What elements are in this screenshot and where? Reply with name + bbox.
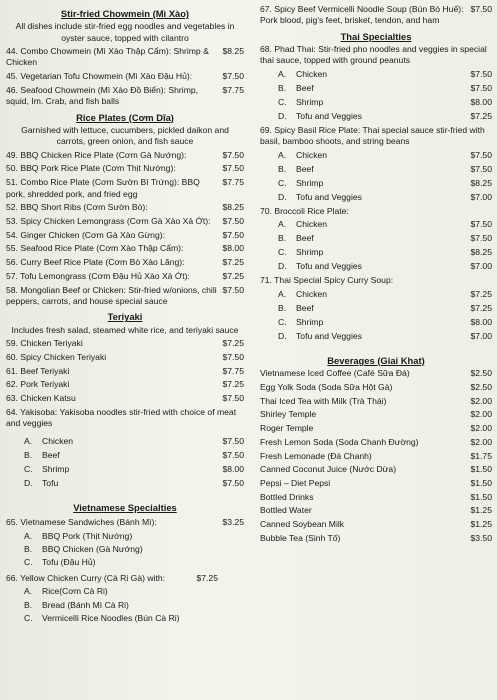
menu-item xyxy=(6,379,244,390)
menu-item xyxy=(6,216,244,227)
option-price: $7.25 xyxy=(470,110,492,121)
item-price: $2.00 xyxy=(470,436,492,447)
item-price: $8.25 xyxy=(222,46,244,57)
option-price: $7.50 xyxy=(470,69,492,80)
option-price: $7.00 xyxy=(470,191,492,202)
left-column xyxy=(6,4,244,627)
option-name: Beef xyxy=(42,449,60,460)
option-item xyxy=(260,233,492,244)
option-item xyxy=(260,219,492,230)
item-name: Shirley Temple xyxy=(260,409,317,420)
option-letter: C. xyxy=(278,177,287,188)
item-price: $7.50 xyxy=(222,393,244,404)
item-name: 64. Yakisoba: Yakisoba noodles stir-fried with choice of meat and veggies xyxy=(6,406,237,429)
option-letter: A. xyxy=(24,435,33,446)
option-item xyxy=(260,69,492,80)
item-price: $2.50 xyxy=(470,381,492,392)
menu-item xyxy=(6,517,244,528)
option-letter: C. xyxy=(24,557,33,568)
option-letter: A. xyxy=(278,69,287,80)
item-price: $7.75 xyxy=(222,84,244,95)
option-name: Beef xyxy=(296,233,314,244)
item-name: Egg Yolk Soda (Soda Sữa Hột Gà) xyxy=(260,381,393,392)
option-price: $7.50 xyxy=(470,163,492,174)
menu-item xyxy=(6,407,244,430)
option-item xyxy=(260,289,492,300)
item-name: 45. Vegetarian Tofu Chowmein (Mì Xào Đậu Hủ): xyxy=(6,71,193,82)
item-price: $7.50 xyxy=(222,163,244,174)
menu-item xyxy=(6,573,244,584)
item-price: $7.25 xyxy=(222,338,244,349)
item-name: 58. Mongolian Beef or Chicken: Stir-fried w/onions, chili peppers, carrots, and house special sauce xyxy=(6,284,217,306)
menu-item xyxy=(260,125,492,148)
item-name: 60. Spicy Chicken Teriyaki xyxy=(6,351,107,362)
option-name: Beef xyxy=(296,83,314,94)
option-name: Tofu xyxy=(42,477,59,488)
section-desc-chowmein: All dishes include stir-fried egg noodles and vegetables in oyster sauce, topped with cilantro xyxy=(15,21,235,43)
menu-item xyxy=(260,368,492,379)
option-item xyxy=(6,450,244,461)
section-title-chowmein: Stir-fried Chowmein (Mì Xào) xyxy=(60,8,190,19)
option-name: Vermicelli Rice Noodles (Bún Cà Ri) xyxy=(42,613,180,624)
section-title-beverages: Beverages (Giai Khat) xyxy=(327,354,425,366)
option-item xyxy=(6,544,244,555)
item-name: 65. Vietnamese Sandwiches (Bánh Mì): xyxy=(6,516,157,527)
option-letter: A. xyxy=(24,586,33,597)
option-price: $8.00 xyxy=(470,97,492,108)
option-letter: D. xyxy=(278,330,287,341)
option-name: Beef xyxy=(296,302,314,313)
option-price: $7.50 xyxy=(470,83,492,94)
item-price: $2.00 xyxy=(470,423,492,434)
option-letter: C. xyxy=(278,247,287,258)
option-letter: D. xyxy=(278,191,287,202)
menu-item xyxy=(6,338,244,349)
menu-item xyxy=(6,285,244,308)
option-price: $7.00 xyxy=(470,330,492,341)
option-letter: B. xyxy=(24,599,33,610)
menu-item xyxy=(260,423,492,434)
option-price: $7.50 xyxy=(222,435,244,446)
item-price: $7.50 xyxy=(222,71,244,82)
item-price: $3.25 xyxy=(222,516,244,527)
option-price: $7.50 xyxy=(222,449,244,460)
item-price: $7.75 xyxy=(222,177,244,188)
item-price: $7.25 xyxy=(222,270,244,281)
item-name: Fresh Lemonade (Đá Chanh) xyxy=(260,450,372,461)
section-desc-rice: Garnished with lettuce, cucumbers, pickled daikon and carrots, green onion, and fish sauce xyxy=(21,125,229,147)
item-name: 46. Seafood Chowmein (Mì Xào Đồ Biển): Shrimp, squid, Im. Crab, and fish balls xyxy=(6,84,199,107)
menu-item xyxy=(260,206,492,217)
menu-item xyxy=(6,163,244,174)
menu-item xyxy=(260,505,492,516)
section-title-teriyaki: Teriyaki xyxy=(107,311,143,323)
option-name: Shrimp xyxy=(42,463,70,474)
item-price: $1.25 xyxy=(470,519,492,530)
item-name: 63. Chicken Katsu xyxy=(6,393,76,404)
option-item xyxy=(260,317,492,328)
section-title-rice: Rice Plates (Cơm Dĩa) xyxy=(76,111,174,123)
option-item xyxy=(260,261,492,272)
option-name: Rice(Cơm Cà Ri) xyxy=(42,586,108,597)
option-price: $7.25 xyxy=(470,288,492,299)
option-price: $8.00 xyxy=(222,463,244,474)
option-item xyxy=(6,613,244,624)
option-price: $8.25 xyxy=(470,177,492,188)
menu-item xyxy=(260,275,492,286)
item-price: $2.50 xyxy=(470,368,492,379)
option-item xyxy=(260,303,492,314)
item-name: Bubble Tea (Sinh Tố) xyxy=(260,532,341,543)
menu-item xyxy=(260,409,492,420)
option-item xyxy=(6,436,244,447)
item-name: 66. Yellow Chicken Curry (Cà Ri Gà) with: xyxy=(6,572,166,583)
option-letter: D. xyxy=(278,261,287,272)
option-letter: C. xyxy=(278,316,287,327)
item-price: $7.50 xyxy=(222,229,244,240)
item-name: Bottled Water xyxy=(260,505,312,516)
item-name: Fresh Lemon Soda (Soda Chanh Đường) xyxy=(260,436,419,447)
item-name: Roger Temple xyxy=(260,423,314,434)
option-item xyxy=(6,557,244,568)
option-name: Chicken xyxy=(296,150,328,160)
option-item xyxy=(6,464,244,475)
option-item xyxy=(260,97,492,108)
item-price: $1.50 xyxy=(470,491,492,502)
option-letter: A. xyxy=(278,150,287,160)
option-name: Shrimp xyxy=(296,247,324,258)
option-name: Tofu and Veggies xyxy=(296,191,362,202)
item-price: $1.75 xyxy=(470,450,492,461)
option-name: Tofu (Đậu Hủ) xyxy=(42,557,96,568)
right-column xyxy=(260,4,492,547)
item-name: 71. Thai Special Spicy Curry Soup: xyxy=(260,275,394,286)
item-name: 54. Ginger Chicken (Cơm Gà Xào Gừng): xyxy=(6,229,165,240)
item-name: 59. Chicken Teriyaki xyxy=(6,338,83,349)
item-name: Pepsi – Diet Pepsi xyxy=(260,478,331,488)
item-name: 51. Combo Rice Plate (Cơm Sườn Bì Trứng): BBQ pork, shredded pork, and fried egg xyxy=(6,177,200,199)
option-price: $7.50 xyxy=(470,150,492,160)
menu-item xyxy=(260,4,492,15)
option-price: $8.00 xyxy=(470,316,492,327)
item-price: $7.75 xyxy=(222,365,244,376)
menu-item xyxy=(6,202,244,213)
menu-item xyxy=(6,230,244,241)
option-name: Chicken xyxy=(296,219,328,230)
item-name: 53. Spicy Chicken Lemongrass (Cơm Gà Xào Xả Ớt): xyxy=(6,215,211,226)
option-letter: D. xyxy=(24,477,33,488)
item-name: Vietnamese Iced Coffee (Café Sữa Đá) xyxy=(260,368,410,379)
option-item xyxy=(6,586,244,597)
item-name: Thai Iced Tea with Milk (Trà Thái) xyxy=(260,395,387,406)
option-name: BBQ Chicken (Gà Nướng) xyxy=(42,544,143,555)
item-name: 57. Tofu Lemongrass (Cơm Đậu Hủ Xào Xả Ớt): xyxy=(6,270,190,281)
menu-item xyxy=(6,71,244,82)
item-name: Canned Soybean Milk xyxy=(260,519,345,530)
option-letter: B. xyxy=(24,449,33,460)
item-name: 70. Broccoli Rice Plate: xyxy=(260,205,349,216)
item-price: $8.00 xyxy=(222,243,244,254)
option-item xyxy=(260,192,492,203)
option-price: $8.25 xyxy=(470,247,492,258)
item-price: $1.50 xyxy=(470,478,492,488)
menu-item xyxy=(260,437,492,448)
item-name: 56. Curry Beef Rice Plate (Cơm Bò Xào Lăng): xyxy=(6,257,185,268)
option-price: $7.50 xyxy=(222,477,244,488)
option-price: $7.25 xyxy=(470,302,492,313)
option-item xyxy=(260,247,492,258)
option-name: Shrimp xyxy=(296,177,324,188)
option-price: $7.00 xyxy=(470,261,492,272)
option-item xyxy=(260,83,492,94)
option-item xyxy=(6,478,244,489)
option-name: Tofu and Veggies xyxy=(296,110,362,121)
item-price: $7.25 xyxy=(196,572,218,583)
menu-item xyxy=(6,177,244,200)
item-price: $7.25 xyxy=(222,257,244,268)
item-price: $7.50 xyxy=(222,215,244,226)
option-price: $7.50 xyxy=(470,219,492,230)
item-name: Canned Coconut Juice (Nước Dừa) xyxy=(260,464,397,475)
item-name: 69. Spicy Basil Rice Plate: Thai special sauce stir-fried with basil, bamboo shoots, and string beans xyxy=(260,124,485,147)
option-letter: B. xyxy=(278,233,287,244)
option-item xyxy=(6,600,244,611)
item-price: $7.50 xyxy=(470,4,492,14)
menu-item xyxy=(6,393,244,404)
item-price: $3.50 xyxy=(470,532,492,543)
menu-item xyxy=(6,366,244,377)
menu-item xyxy=(260,464,492,475)
item-desc: Pork blood, pig's feet, brisket, tendon, and ham xyxy=(260,15,440,26)
option-letter: B. xyxy=(278,163,287,174)
option-name: Chicken xyxy=(296,69,328,80)
section-title-vietnamese: Vietnamese Specialties xyxy=(73,501,177,513)
item-price: $2.00 xyxy=(470,409,492,420)
option-name: Tofu and Veggies xyxy=(296,261,362,272)
option-name: Tofu and Veggies xyxy=(296,330,362,341)
item-price: $7.50 xyxy=(222,351,244,362)
menu-item xyxy=(260,519,492,530)
menu-item xyxy=(6,150,244,161)
option-name: Shrimp xyxy=(296,97,324,108)
menu-item xyxy=(6,257,244,268)
item-name: 52. BBQ Short Ribs (Cơm Sườn Bò): xyxy=(6,202,148,213)
menu-item xyxy=(6,85,244,108)
item-price: $2.00 xyxy=(470,395,492,406)
option-letter: C. xyxy=(24,613,33,624)
option-name: Beef xyxy=(296,163,314,174)
option-item xyxy=(6,531,244,542)
menu-item xyxy=(6,352,244,363)
section-title-thai: Thai Specialties xyxy=(340,30,412,42)
item-name: Bottled Drinks xyxy=(260,491,314,502)
option-name: Shrimp xyxy=(296,316,324,327)
item-price: $7.50 xyxy=(222,149,244,160)
item-name: 55. Seafood Rice Plate (Cơm Xào Thập Cẩm): xyxy=(6,243,184,254)
option-letter: D. xyxy=(278,110,287,121)
option-name: Chicken xyxy=(42,435,74,446)
menu-item xyxy=(260,382,492,393)
menu-item xyxy=(260,44,492,67)
item-name: 50. BBQ Pork Rice Plate (Cơm Thịt Nướng): xyxy=(6,163,176,174)
option-letter: C. xyxy=(278,97,287,108)
menu-item xyxy=(260,451,492,462)
option-letter: B. xyxy=(278,302,287,313)
option-item xyxy=(260,178,492,189)
item-price: $7.25 xyxy=(222,379,244,390)
item-name: 62. Pork Teriyaki xyxy=(6,379,70,390)
option-item xyxy=(260,331,492,342)
item-name: 68. Phad Thai: Stir-fried pho noodles and veggies in special thai sauce, topped with ground peanuts xyxy=(260,44,487,66)
item-price: $7.50 xyxy=(222,284,244,295)
item-name: 44. Combo Chowmein (Mì Xào Thập Cẩm): Shrimp & Chicken xyxy=(6,46,209,68)
item-name: 67. Spicy Beef Vermicelli Noodle Soup (Bún Bò Huế): xyxy=(260,4,464,14)
option-letter: B. xyxy=(24,544,33,555)
option-name: Bread (Bánh Mì Cà Ri) xyxy=(42,599,129,610)
section-desc-teriyaki: Includes fresh salad, steamed white rice, and teriyaki sauce xyxy=(11,324,239,335)
menu-item xyxy=(260,492,492,503)
item-name: 61. Beef Teriyaki xyxy=(6,365,70,376)
option-letter: A. xyxy=(278,219,287,230)
option-name: Chicken xyxy=(296,288,328,299)
option-price: $7.50 xyxy=(470,233,492,244)
option-item xyxy=(260,164,492,175)
option-letter: C. xyxy=(24,463,33,474)
option-item xyxy=(260,150,492,161)
menu-item xyxy=(6,46,244,69)
option-letter: B. xyxy=(278,83,287,94)
item-price: $1.25 xyxy=(470,505,492,516)
menu-item xyxy=(6,243,244,254)
menu-item xyxy=(260,396,492,407)
option-item xyxy=(260,111,492,122)
menu-item xyxy=(260,478,492,489)
item-name: 49. BBQ Chicken Rice Plate (Cơm Gà Nướng): xyxy=(6,149,187,160)
item-price: $1.50 xyxy=(470,464,492,475)
menu-item xyxy=(6,271,244,282)
option-letter: A. xyxy=(278,288,287,299)
item-price: $8.25 xyxy=(222,202,244,213)
option-letter: A. xyxy=(24,530,33,541)
menu-item xyxy=(260,533,492,544)
option-name: BBQ Pork (Thịt Nướng) xyxy=(42,530,133,541)
